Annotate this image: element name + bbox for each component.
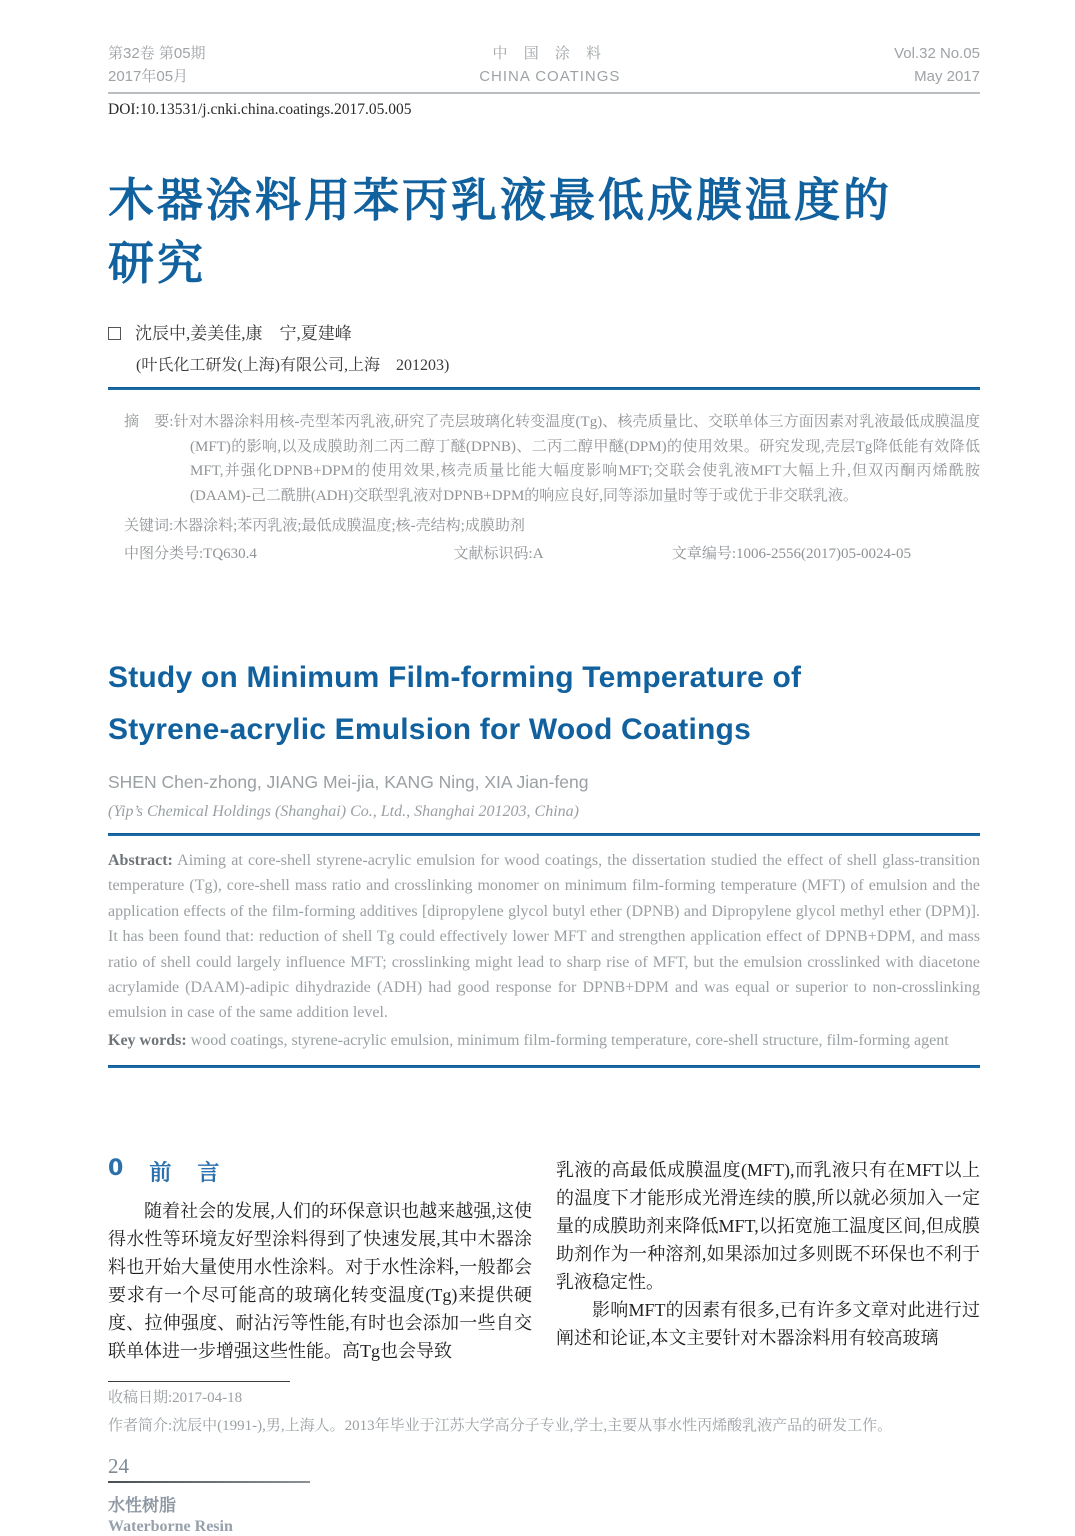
left-column <box>108 1156 532 1410</box>
author-bio: 作者简介:沈辰中(1991-),男,上海人。2013年毕业于江苏大学高分子专业,学士,主要从事水性丙烯酸乳液产品的研发工作。 <box>108 1418 893 1435</box>
column-name-en: Waterborne Resin <box>108 1518 233 1536</box>
journal-name-en: CHINA COATINGS <box>479 68 621 85</box>
column-name-cn: 水性树脂 <box>108 1496 176 1517</box>
date-cn: 2017年05月 <box>108 68 189 85</box>
volume-issue-cn: 第32卷 第05期 <box>108 45 206 62</box>
section-0-number: 0 <box>108 1156 124 1182</box>
abstract-cn-label: 摘 要: <box>124 414 174 430</box>
keywords-cn: 关键词:木器涂料;苯丙乳液;最低成膜温度;核-壳结构;成膜助剂 <box>124 518 525 534</box>
abstract-en-text: Aiming at core-shell styrene-acrylic emulsion for wood coatings, the dissertation studied the effect of shell glass-transition temperature (Tg), core-shell mass ratio and crosslinking monomer on minimum film-forming temperature (MFT) of emulsion and the application effects of the film-forming additives [dipropylene glycol butyl ether (DPNB) and Dipropylene glycol methyl ether (DPM)]. It has been found that: reduction of shell Tg could effectively lower MFT and strengthen application effect of DPNB+DPM, and mass ratio of shell could largely influence MFT; crosslinking might lead to sharp rise of MFT, but the emulsion crosslinked with diacetone acrylamide (DAAM)-adipic dihydrazide (ADH) had good response for DPNB+DPM and was equal or superior to non-crosslinking emulsion in case of the same addition level. <box>108 852 980 1022</box>
abstract-cn-text: 针对木器涂料用核-壳型苯丙乳液,研究了壳层玻璃化转变温度(Tg)、核壳质量比、交联单体三方面因素对乳液最低成膜温度(MFT)的影响,以及成膜助剂二丙二醇丁醚(DPNB)、二丙二醇甲醚(DPM)的使用效果。研究发现,壳层Tg降低能有效降低MFT,并强化DPNB+DPM的使用效果,核壳质量比能大幅度影响MFT;交联会使乳液MFT大幅上升,但双丙酮丙烯酰胺(DAAM)-己二酰肼(ADH)交联型乳液对DPNB+DPM的响应良好,同等添加量时等于或优于非交联乳液。 <box>173 414 981 504</box>
affiliation-cn: (叶氏化工研发(上海)有限公司,上海 201203) <box>136 357 450 374</box>
affiliation-en: (Yip’s Chemical Holdings (Shanghai) Co., Ltd., Shanghai 201203, China) <box>108 803 579 820</box>
article-title-en-line1: Study on Minimum Film-forming Temperature of <box>108 661 802 694</box>
article-title-cn-line2: 研究 <box>108 236 206 290</box>
abstract-cn-paragraph <box>124 410 980 508</box>
divider-bottom <box>108 1065 980 1068</box>
document-code: 文献标识码:A <box>453 546 544 562</box>
page-number: 24 <box>108 1454 129 1479</box>
body-columns <box>108 1156 980 1410</box>
article-title-en <box>108 652 980 756</box>
received-date: 收稿日期:2017-04-18 <box>108 1390 243 1407</box>
abstract-cn-block <box>108 410 980 508</box>
classification-row <box>108 542 980 566</box>
abstract-en-label: Abstract: <box>108 852 173 869</box>
authors-en: SHEN Chen-zhong, JIANG Mei-jia, KANG Ning, XIA Jian-feng <box>108 772 589 792</box>
article-title-cn-line1: 木器涂料用苯丙乳液最低成膜温度的 <box>108 173 892 227</box>
section-0-heading <box>108 1156 532 1187</box>
right-column <box>556 1156 980 1410</box>
keywords-en-paragraph <box>108 1028 980 1053</box>
authors-cn: 沈辰中,姜美佳,康 宁,夏建峰 <box>135 324 352 343</box>
journal-name-cn: 中 国 涂 料 <box>492 45 608 62</box>
author-marker-square-icon <box>108 327 121 340</box>
article-id: 文章编号:1006-2556(2017)05-0024-05 <box>671 546 911 562</box>
keywords-en-text: wood coatings, styrene-acrylic emulsion, minimum film-forming temperature, core-shell structure, film-forming agent <box>186 1031 949 1049</box>
page-footer <box>108 1454 980 1536</box>
body-paragraph-left: 随着社会的发展,人们的环保意识也越来越强,这使得水性等环境友好型涂料得到了快速发展,其中木器涂料也开始大量使用水性涂料。对于水性涂料,一般都会要求有一个尽可能高的玻璃化转变温度(Tg)来提供硬度、拉伸强度、耐沾污等性能,有时也会添加一些自交联单体进一步增强这些性能。高Tg也会导致 <box>108 1201 532 1362</box>
doi: DOI:10.13531/j.cnki.china.coatings.2017.05.005 <box>108 101 412 118</box>
divider-middle <box>108 833 980 836</box>
footnote-rule <box>108 1381 290 1382</box>
article-title-cn <box>108 169 980 295</box>
divider-top <box>108 387 980 390</box>
header-issue-info <box>108 42 206 88</box>
date-en: May 2017 <box>914 68 980 85</box>
abstract-en-paragraph <box>108 848 980 1026</box>
authors-cn-row <box>108 319 980 344</box>
body-paragraph-right-2: 影响MFT的因素有很多,已有许多文章对此进行过阐述和论证,本文主要针对木器涂料用有较高玻璃 <box>556 1300 980 1349</box>
journal-header <box>108 42 980 94</box>
body-paragraph-right-1: 乳液的高最低成膜温度(MFT),而乳液只有在MFT以上的温度下才能形成光滑连续的膜,所以就必须加入一定量的成膜助剂来降低MFT,以拓宽施工温度区间,但成膜助剂作为一种溶剂,如果添加过多则既不环保也不利于乳液稳定性。 <box>556 1160 980 1293</box>
clc-number: 中图分类号:TQ630.4 <box>124 546 257 562</box>
article-title-en-line2: Styrene-acrylic Emulsion for Wood Coatings <box>108 713 751 746</box>
section-0-title: 前 言 <box>149 1161 222 1187</box>
header-volume-info <box>894 42 980 88</box>
page-number-rule <box>108 1481 310 1483</box>
keywords-en-label: Key words: <box>108 1031 187 1049</box>
journal-name <box>479 42 620 88</box>
volume-issue-en: Vol.32 No.05 <box>894 45 980 62</box>
